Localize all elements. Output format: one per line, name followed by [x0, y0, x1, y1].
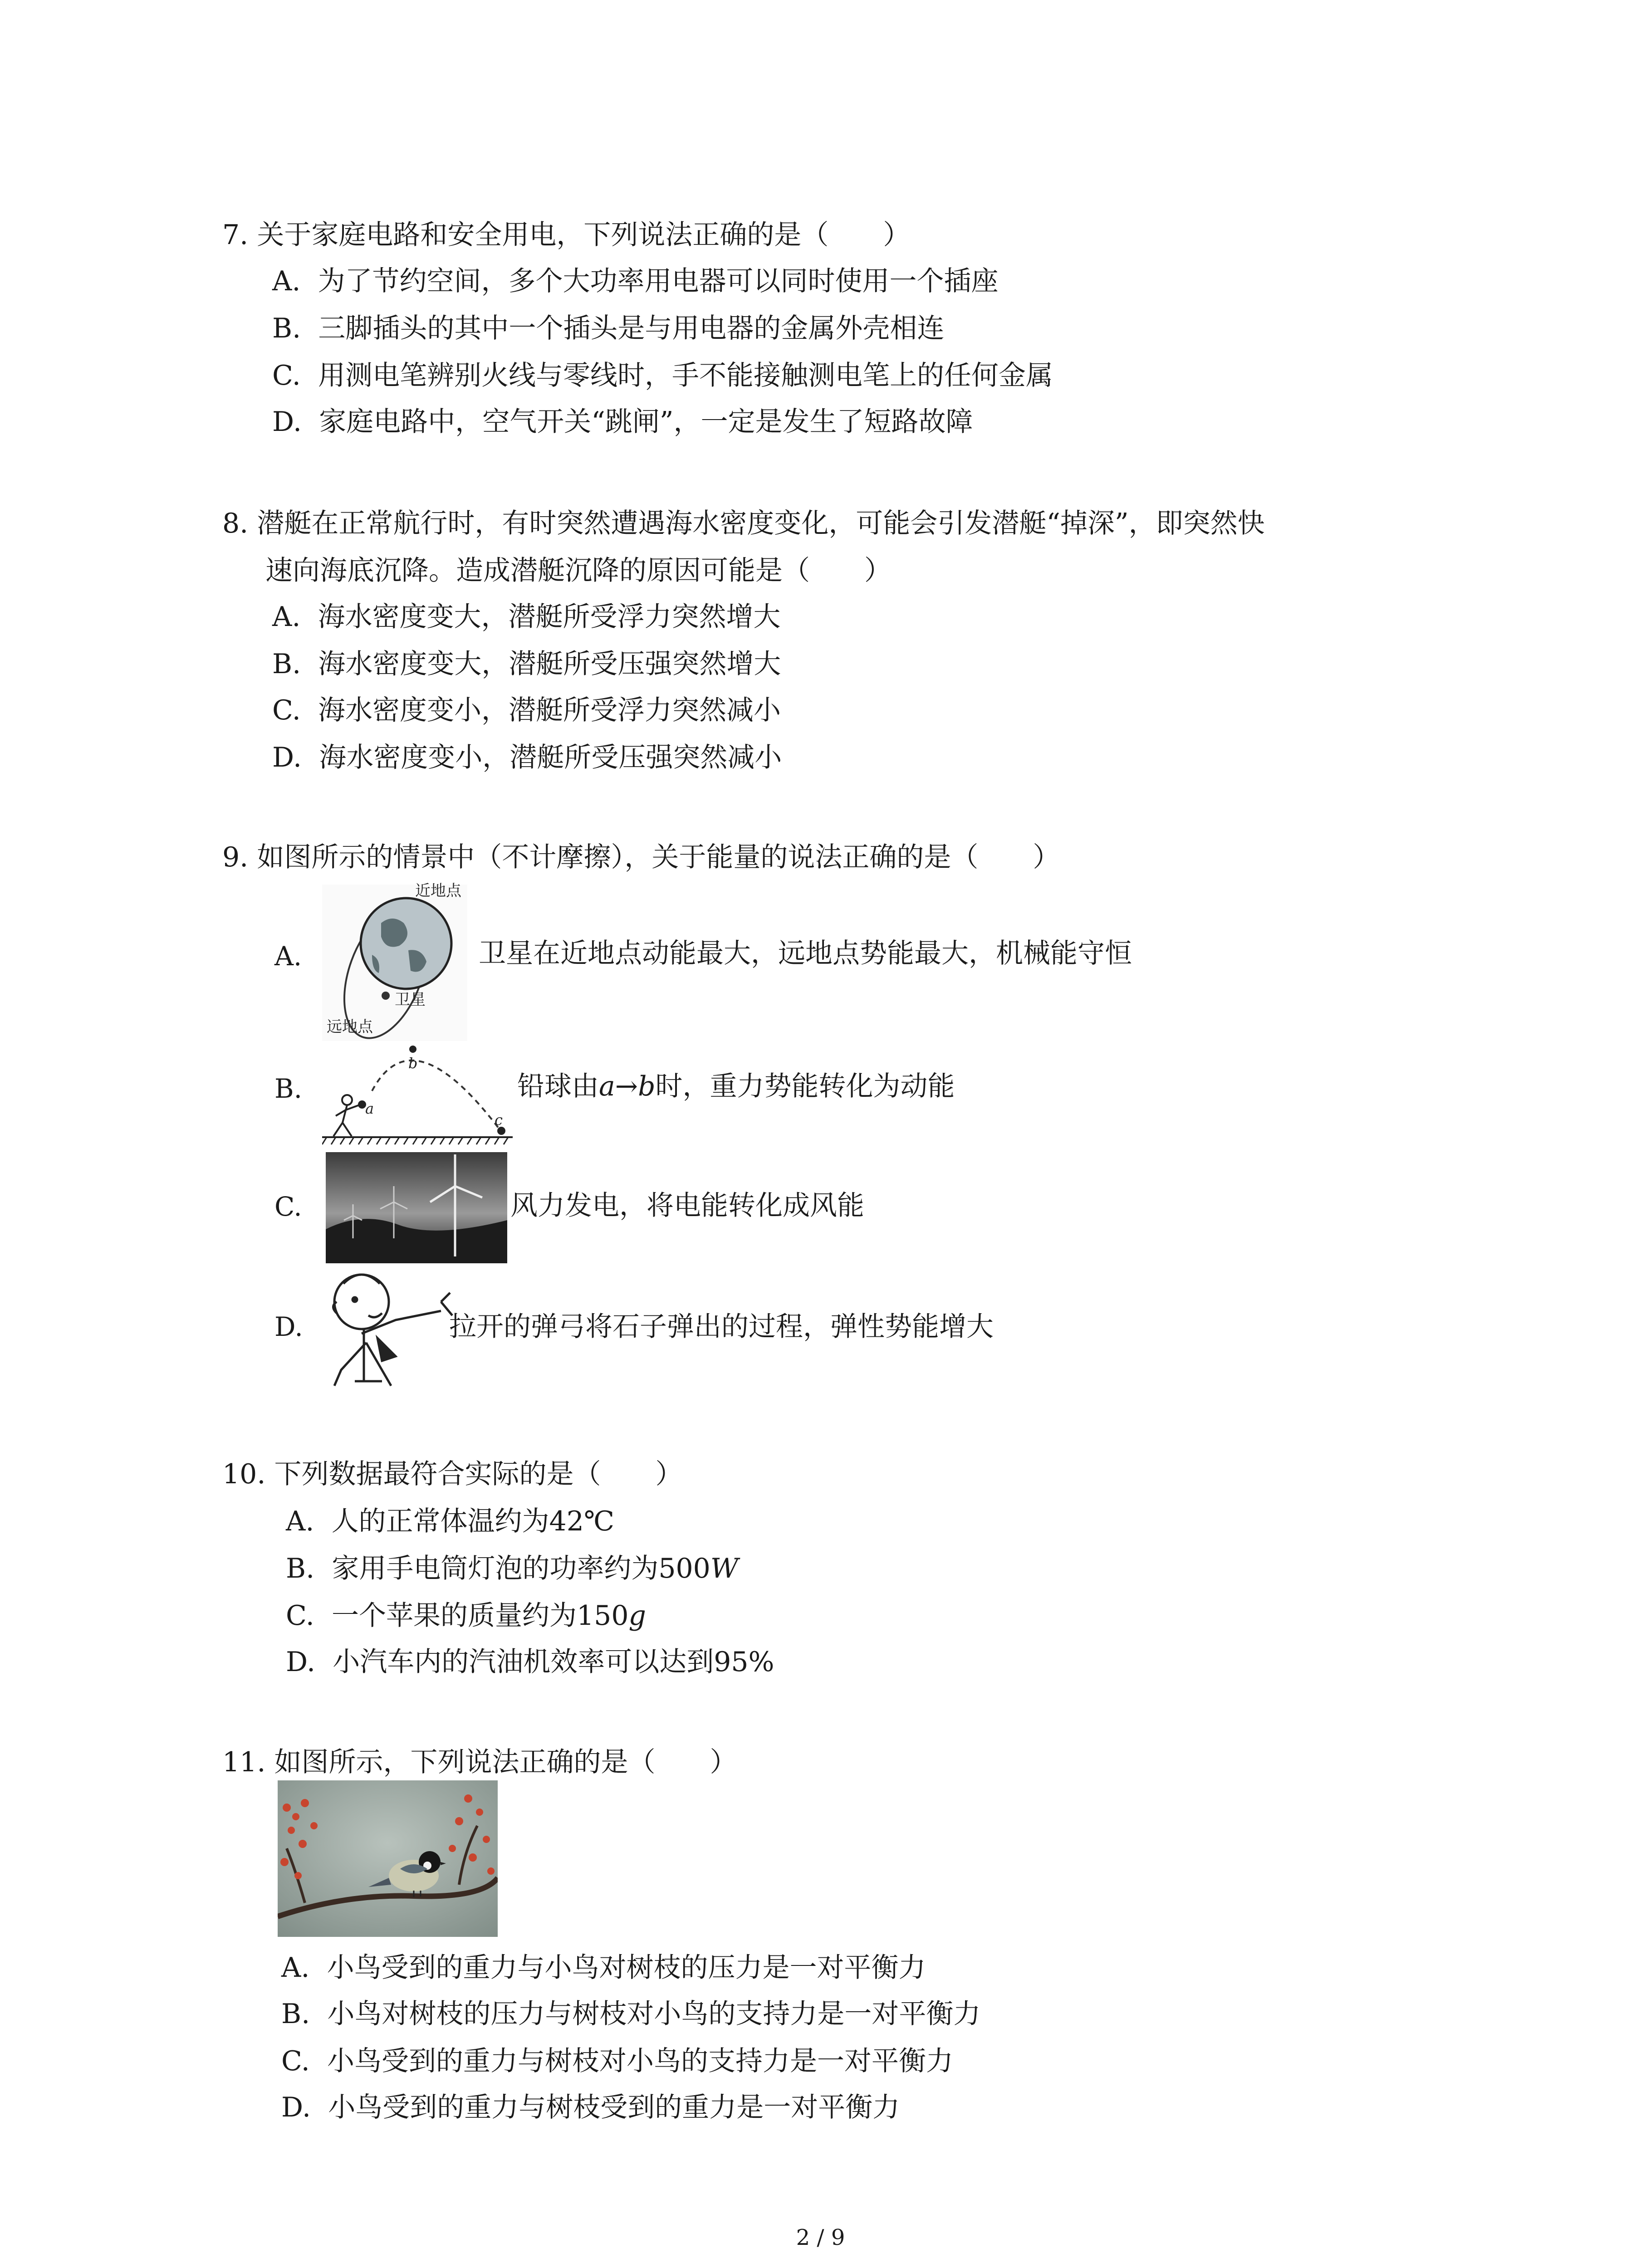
q8-option-d: D. 海水密度变小，潜艇所受压强突然减小 [272, 742, 782, 773]
point-c-label: c [495, 1111, 503, 1129]
q7-option-d: D. 家庭电路中，空气开关“跳闸”，一定是发生了短路故障 [272, 406, 973, 438]
point-a-label: a [365, 1100, 374, 1117]
q7-stem: 7. 关于家庭电路和安全用电，下列说法正确的是（ ） [222, 219, 911, 251]
q9-option-c-text: 风力发电，将电能转化成风能 [510, 1190, 864, 1222]
slingshot-boy-figure [323, 1266, 455, 1388]
q10-option-b: B. 家用手电筒灯泡的功率约为500W [286, 1553, 739, 1584]
bird-on-branch-photo [278, 1780, 498, 1937]
apogee-label: 远地点 [327, 1018, 373, 1036]
earth-icon [361, 898, 451, 989]
q8-option-b: B. 海水密度变大，潜艇所受压强突然增大 [272, 648, 781, 680]
wind-turbine-photo [326, 1152, 507, 1263]
q10-option-d: D. 小汽车内的汽油机效率可以达到95% [286, 1646, 774, 1678]
q11-stem: 11. 如图所示，下列说法正确的是（ ） [222, 1746, 737, 1778]
satellite-label: 卫星 [395, 991, 426, 1009]
q9-option-b-text: 铅球由a→b时，重力势能转化为动能 [517, 1070, 955, 1102]
shot-put-figure [322, 1041, 513, 1145]
q10-stem: 10. 下列数据最符合实际的是（ ） [222, 1458, 683, 1490]
q11-option-a: A. 小鸟受到的重力与小鸟对树枝的压力是一对平衡力 [281, 1952, 926, 1984]
q9-stem: 9. 如图所示的情景中（不计摩擦），关于能量的说法正确的是（ ） [222, 841, 1060, 873]
q7-option-c: C. 用测电笔辨别火线与零线时，手不能接触测电笔上的任何金属 [272, 360, 1053, 391]
thrower-icon [333, 1095, 361, 1136]
q9-option-a-text: 卫星在近地点动能最大，远地点势能最大，机械能守恒 [479, 938, 1132, 969]
q8-stem-line2: 速向海底沉降。造成潜艇沉降的原因可能是（ ） [265, 555, 892, 587]
q9-option-d-letter: D. [274, 1311, 303, 1342]
point-b-label: b [408, 1055, 418, 1072]
q10-option-c: C. 一个苹果的质量约为150g [286, 1600, 646, 1632]
q7-option-a: A. 为了节约空间，多个大功率用电器可以同时使用一个插座 [272, 265, 999, 297]
q9-option-c-letter: C. [274, 1191, 302, 1222]
q9-option-d-text: 拉开的弹弓将石子弹出的过程，弹性势能增大 [449, 1311, 994, 1343]
satellite-icon [382, 992, 390, 1000]
q8-stem-line1: 8. 潜艇在正常航行时，有时突然遭遇海水密度变化，可能会引发潜艇“掉深”，即突然快 [222, 508, 1265, 539]
q9-option-a-letter: A. [274, 941, 302, 972]
q11-option-c: C. 小鸟受到的重力与树枝对小鸟的支持力是一对平衡力 [281, 2045, 953, 2077]
q8-option-a: A. 海水密度变大，潜艇所受浮力突然增大 [272, 601, 781, 633]
q9-option-b-letter: B. [274, 1073, 303, 1104]
perigee-label: 近地点 [415, 882, 461, 900]
q8-option-c: C. 海水密度变小，潜艇所受浮力突然减小 [272, 694, 781, 726]
q11-option-b: B. 小鸟对树枝的压力与树枝对小鸟的支持力是一对平衡力 [281, 1998, 981, 2030]
page-number: 2 / 9 [796, 2225, 845, 2250]
q7-option-b: B. 三脚插头的其中一个插头是与用电器的金属外壳相连 [272, 313, 945, 344]
satellite-orbit-figure [318, 882, 476, 1046]
q10-option-a: A. 人的正常体温约为42℃ [286, 1505, 615, 1537]
q11-option-d: D. 小鸟受到的重力与树枝受到的重力是一对平衡力 [281, 2092, 900, 2123]
